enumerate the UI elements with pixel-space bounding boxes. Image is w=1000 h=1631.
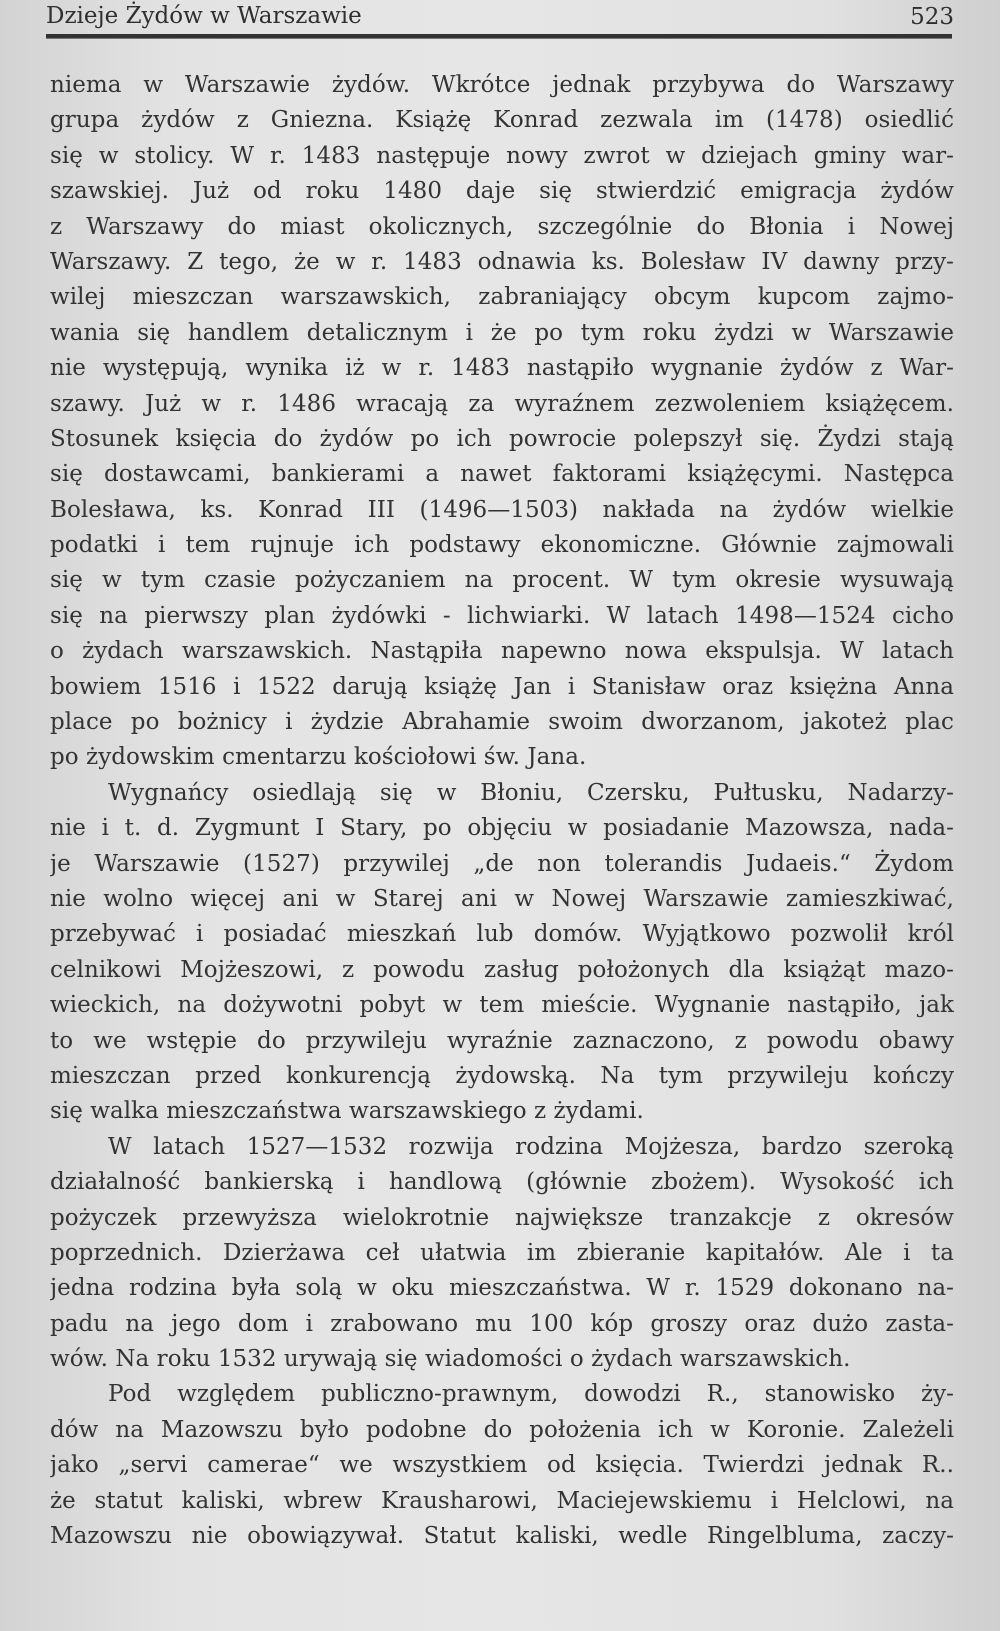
text-line: Mazowszu nie obowiązywał. Statut kaliski, wedle Ringelbluma, zaczy-	[50, 1523, 954, 1550]
text-line: Pod względem publiczno-prawnym, dowodzi R., stanowisko ży-	[108, 1381, 954, 1408]
page-number: 523	[910, 4, 954, 30]
text-line: pożyczek przewyższa wielokrotnie największe tranzakcje z okresów	[50, 1204, 954, 1231]
text-line: przebywać i posiadać mieszkań lub domów. Wyjątkowo pozwolił król	[50, 921, 954, 948]
text-line: nie wolno więcej ani w Starej ani w Nowej Warszawie zamieszkiwać,	[50, 885, 954, 912]
text-line: z Warszawy do miast okolicznych, szczególnie do Błonia i Nowej	[50, 213, 954, 240]
paragraph-3	[50, 1130, 954, 1378]
text-line: niema w Warszawie żydów. Wkrótce jednak przybywa do Warszawy	[50, 72, 954, 98]
text-line: nie występują, wynika iż w r. 1483 nastąpiło wygnanie żydów z War-	[50, 355, 954, 382]
text-line: wów. Na roku 1532 urywają się wiadomości o żydach warszawskich.	[50, 1346, 851, 1373]
text-line: padu na jego dom i zrabowano mu 100 kóp groszy oraz dużo zasta-	[50, 1310, 954, 1337]
text-line: jako „servi camerae“ we wszystkiem od księcia. Twierdzi jednak R..	[50, 1452, 954, 1479]
text-line: szawskiej. Już od roku 1480 daje się stwierdzić emigracja żydów	[50, 178, 954, 205]
text-line: Wygnańcy osiedlają się w Błoniu, Czersku, Pułtusku, Nadarzy-	[108, 779, 954, 806]
body-text	[50, 68, 954, 1554]
text-line: Warszawy. Z tego, że w r. 1483 odnawia ks. Bolesław IV dawny przy-	[50, 248, 954, 275]
text-line: wieckich, na dożywotni pobyt w tem mieście. Wygnanie nastąpiło, jak	[50, 992, 954, 1019]
text-line: po żydowskim cmentarzu kościołowi św. Jana.	[50, 744, 587, 771]
text-line: się walka mieszczaństwa warszawskiego z żydami.	[50, 1098, 644, 1125]
text-line: się w stolicy. W r. 1483 następuje nowy zwrot w dziejach gminy war-	[50, 142, 954, 169]
text-line: działalność bankierską i handlową (głównie zbożem). Wysokość ich	[50, 1169, 954, 1196]
text-line: place po bożnicy i żydzie Abrahamie swoim dworzanom, jakoteż plac	[50, 709, 954, 736]
text-line: się w tym czasie pożyczaniem na procent. W tym okresie wysuwają	[50, 567, 954, 594]
header-rule	[46, 34, 952, 39]
text-line: poprzednich. Dzierżawa ceł ułatwia im zbieranie kapitałów. Ale i ta	[50, 1239, 954, 1266]
text-line: Bolesława, ks. Konrad III (1496—1503) nakłada na żydów wielkie	[50, 496, 954, 523]
text-line: że statut kaliski, wbrew Krausharowi, Maciejewskiemu i Helclowi, na	[50, 1487, 954, 1514]
text-line: wania się handlem detalicznym i że po tym roku żydzi w Warszawie	[50, 319, 954, 346]
running-title: Dzieje Żydów w Warszawie	[46, 3, 362, 29]
text-line: bowiem 1516 i 1522 darują książę Jan i Stanisław oraz księżna Anna	[50, 673, 954, 700]
text-line: dów na Mazowszu było podobne do położenia ich w Koronie. Zależeli	[50, 1416, 954, 1443]
text-line: W latach 1527—1532 rozwija rodzina Mojżesza, bardzo szeroką	[108, 1133, 954, 1160]
text-line: grupa żydów z Gniezna. Książę Konrad zezwala im (1478) osiedlić	[50, 107, 954, 134]
text-line: Stosunek księcia do żydów po ich powrocie polepszył się. Żydzi stają	[50, 425, 954, 452]
text-line: szawy. Już w r. 1486 wracają za wyraźnem zezwoleniem książęcem.	[50, 390, 954, 417]
paragraph-4	[50, 1377, 954, 1554]
text-line: mieszczan przed konkurencją żydowską. Na tym przywileju kończy	[50, 1062, 954, 1089]
text-line: podatki i tem rujnuje ich podstawy ekonomiczne. Głównie zajmowali	[50, 532, 954, 559]
text-line: jedna rodzina była solą w oku mieszczaństwa. W r. 1529 dokonano na-	[50, 1275, 954, 1302]
text-line: nie i t. d. Zygmunt I Stary, po objęciu w posiadanie Mazowsza, nada-	[50, 815, 954, 842]
text-line: się dostawcami, bankierami a nawet faktorami książęcymi. Następca	[50, 461, 954, 488]
text-line: je Warszawie (1527) przywilej „de non tolerandis Judaeis.“ Żydom	[50, 850, 954, 877]
text-line: o żydach warszawskich. Nastąpiła napewno nowa ekspulsja. W latach	[50, 638, 954, 665]
paragraph-2	[50, 776, 954, 1130]
text-line: celnikowi Mojżeszowi, z powodu zasług położonych dla książąt mazo-	[50, 956, 954, 983]
paragraph-1	[50, 68, 954, 776]
text-line: to we wstępie do przywileju wyraźnie zaznaczono, z powodu obawy	[50, 1027, 954, 1054]
text-line: się na pierwszy plan żydówki - lichwiarki. W latach 1498—1524 cicho	[50, 602, 954, 629]
text-line: wilej mieszczan warszawskich, zabraniający obcym kupcom zajmo-	[50, 284, 954, 311]
